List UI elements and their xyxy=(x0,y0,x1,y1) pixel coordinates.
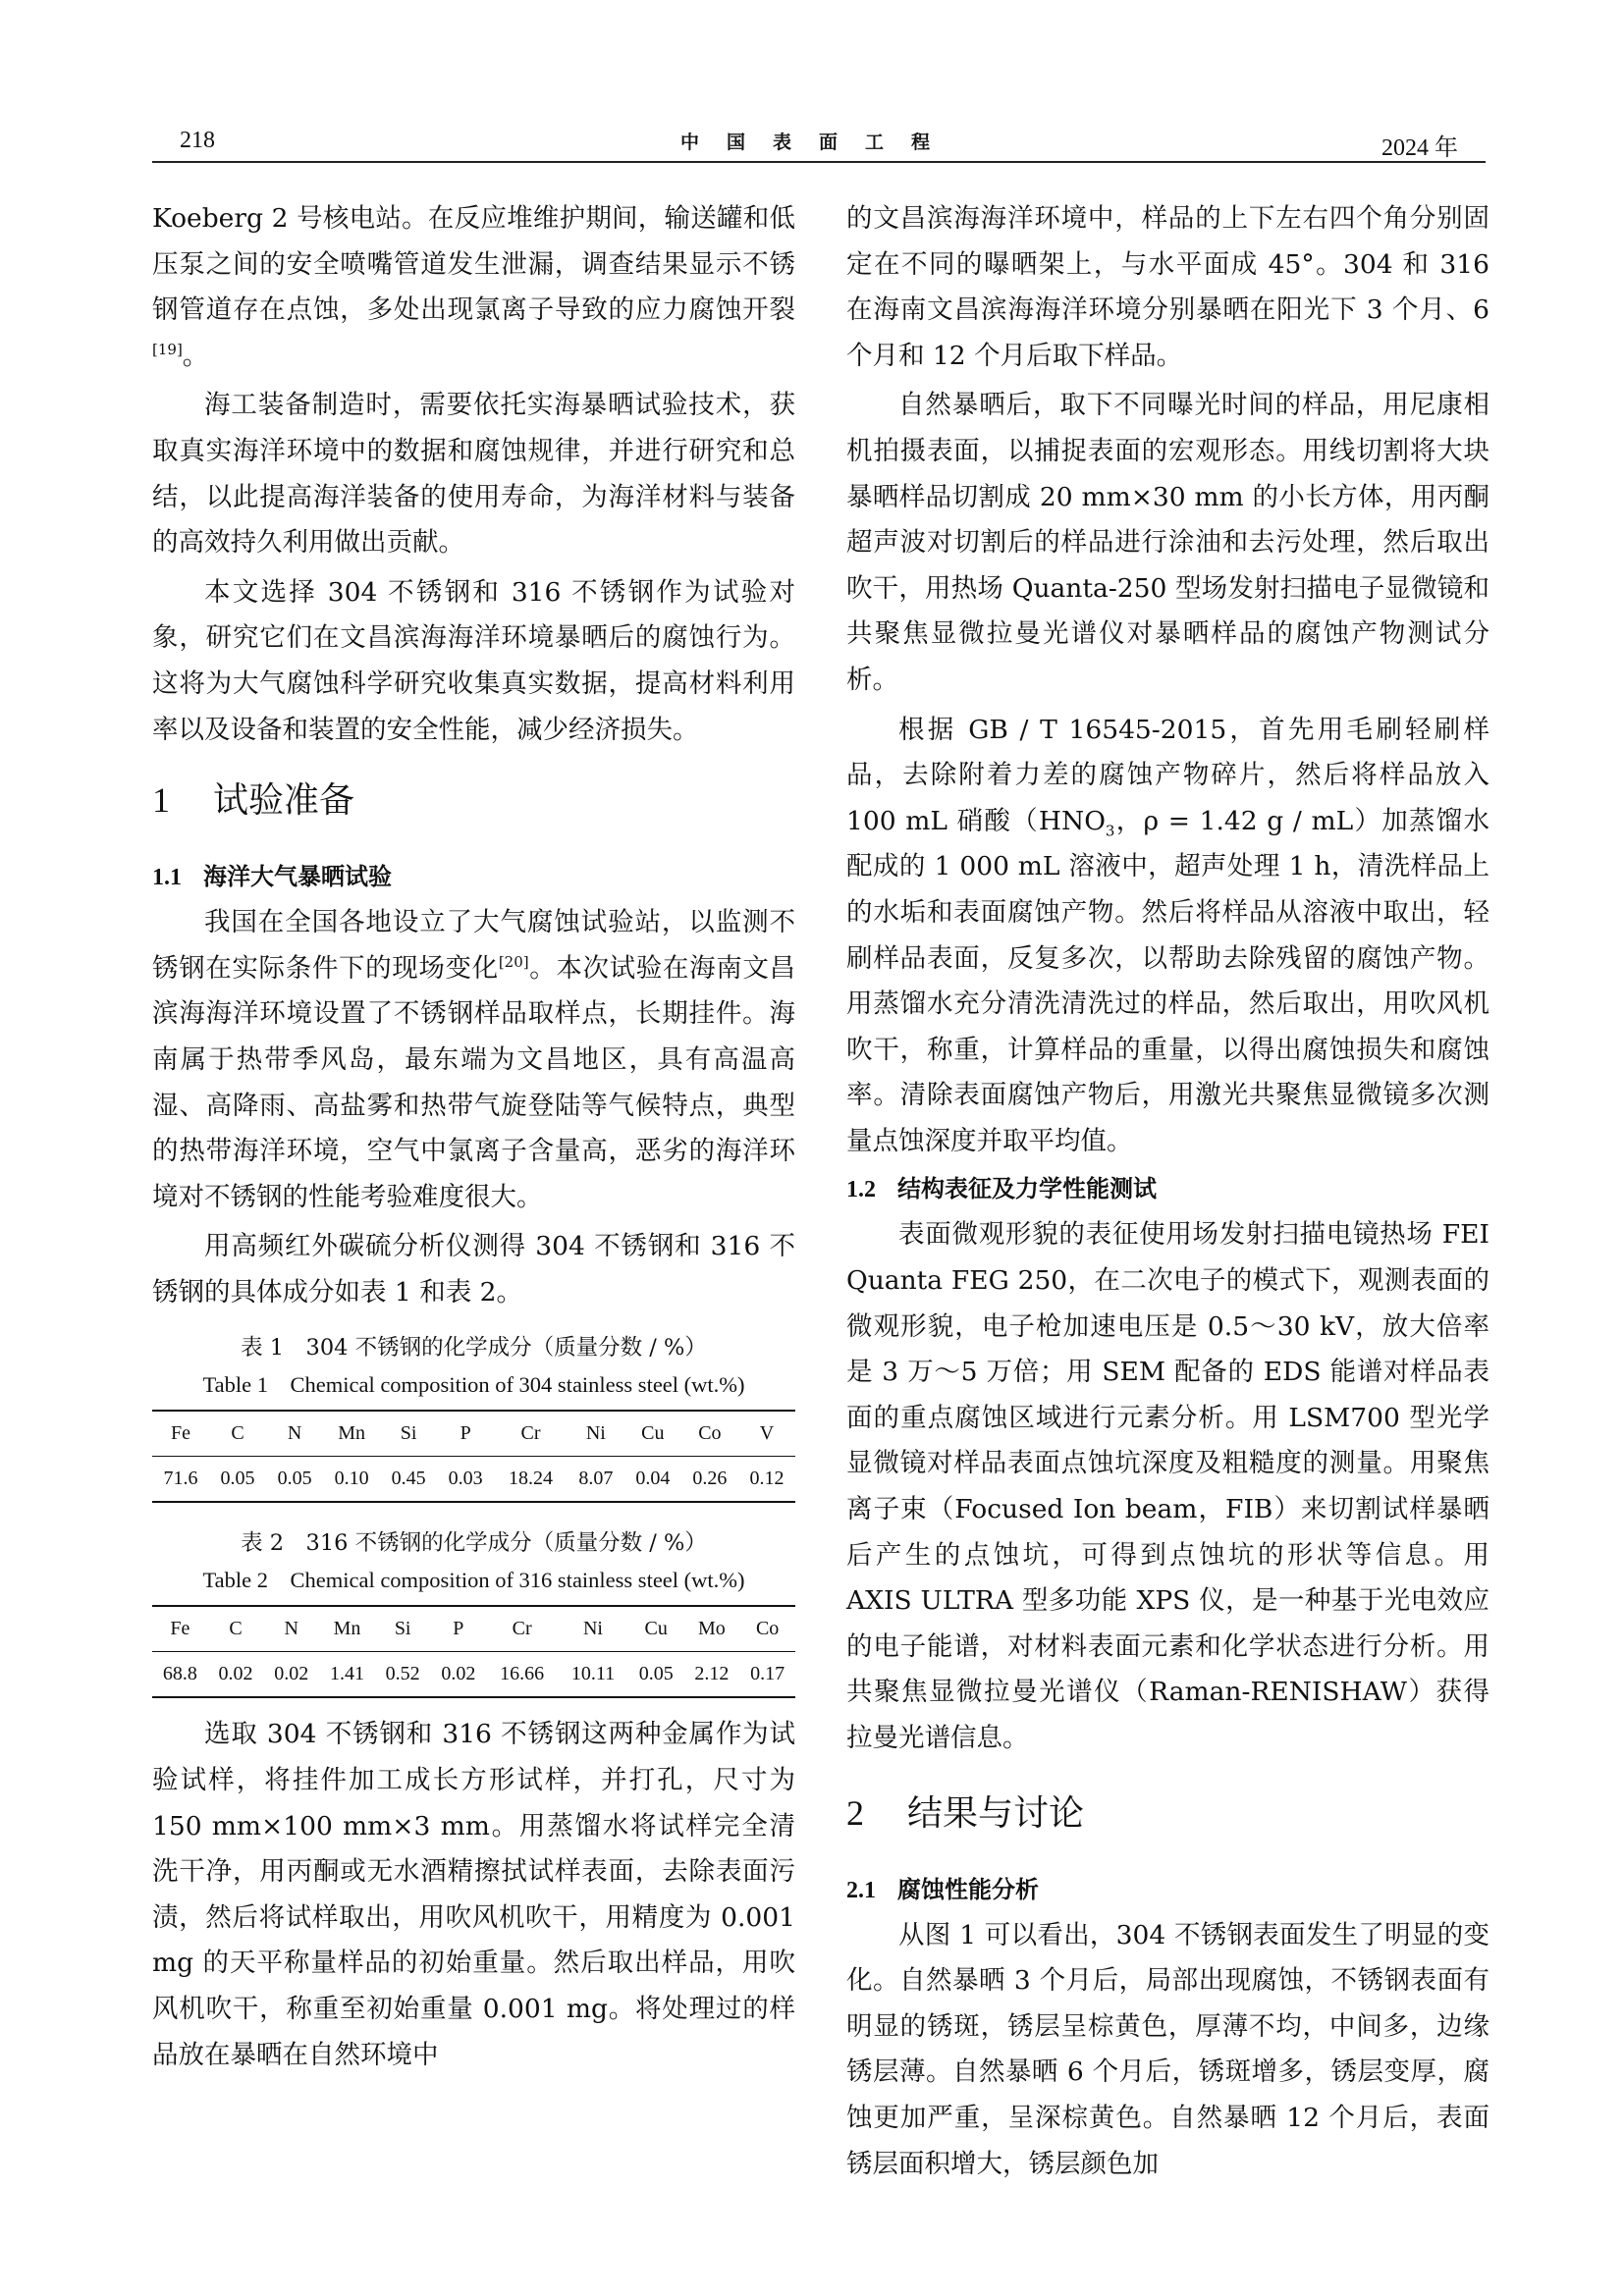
table-header: Cr xyxy=(494,1411,568,1457)
paragraph: 本文选择 304 不锈钢和 316 不锈钢作为试验对象，研究它们在文昌滨海海洋环境暴晒后的腐蚀行为。这将为大气腐蚀科学研究收集真实数据，提高材料利用率以及设备和装置的安全性能，减少经济损失。 xyxy=(152,576,795,745)
table-1 xyxy=(152,1329,795,1503)
paragraph: 的文昌滨海海洋环境中，样品的上下左右四个角分别固定在不同的曝晒架上，与水平面成 45°。304 和 316 在海南文昌滨海海洋环境分别暴晒在阳光下 3 个月、6 个月和 12 个月后取下样品。 xyxy=(846,203,1489,371)
table-header: Ni xyxy=(558,1606,628,1652)
table-header-row xyxy=(152,1606,795,1652)
table-header: P xyxy=(431,1606,487,1652)
table-header: Co xyxy=(739,1606,795,1652)
table-caption-en: Table 2 Chemical composition of 316 stainless steel (wt.%) xyxy=(202,1568,745,1593)
table-caption-en: Table 1 Chemical composition of 304 stainless steel (wt.%) xyxy=(202,1372,745,1398)
right-column xyxy=(846,196,1489,2187)
paragraph: 从图 1 可以看出，304 不锈钢表面发生了明显的变化。自然暴晒 3 个月后，局部出现腐蚀，不锈钢表面有明显的锈斑，锈层呈棕黄色，厚薄不均，中间多，边缘锈层薄。自然暴晒 6 个月后，锈斑增多，锈层变厚，腐蚀更加严重，呈深棕黄色。自然暴晒 12 个月后，表面锈层面积增大，锈层颜色加 xyxy=(846,1919,1489,2179)
table-cell: 8.07 xyxy=(578,1468,614,1490)
publication-year: 2024 年 xyxy=(1381,135,1458,161)
table-row xyxy=(152,1457,795,1503)
table-cell: 18.24 xyxy=(508,1468,553,1490)
section-heading: 2 结果与讨论 xyxy=(846,1792,1085,1834)
table-header: C xyxy=(209,1411,266,1457)
table-cell: 0.10 xyxy=(334,1468,369,1490)
paragraph: 我国在全国各地设立了大气腐蚀试验站，以监测不锈钢在实际条件下的现场变化[20]。本次试验在海南文昌滨海海洋环境设置了不锈钢样品取样点，长期挂件。海南属于热带季风岛，最东端为文昌地区，具有高温高湿、高降雨、高盐雾和热带气旋登陆等气候特点，典型的热带海洋环境，空气中氯离子含量高，恶劣的海洋环境对不锈钢的性能考验难度很大。 xyxy=(152,907,796,1212)
table-cell: 0.05 xyxy=(277,1468,312,1490)
table-2 xyxy=(152,1524,795,1698)
table-header: P xyxy=(437,1411,494,1457)
citation[interactable]: [19] xyxy=(152,340,183,358)
table-cell: 2.12 xyxy=(694,1663,730,1685)
table-cell: 0.02 xyxy=(441,1663,476,1685)
table-header-row xyxy=(152,1411,795,1457)
table-cell: 0.45 xyxy=(391,1468,426,1490)
table-cell: 0.05 xyxy=(638,1663,674,1685)
table-cell: 0.17 xyxy=(750,1663,785,1685)
table-cell: 0.02 xyxy=(218,1663,253,1685)
table-header: Co xyxy=(681,1411,738,1457)
section-heading: 1 试验准备 xyxy=(152,780,355,822)
table-header: Mo xyxy=(684,1606,740,1652)
table-header: V xyxy=(738,1411,795,1457)
table-cell: 0.04 xyxy=(635,1468,671,1490)
table-cell: 10.11 xyxy=(570,1663,616,1685)
table-caption-cn: 表 2 316 不锈钢的化学成分（质量分数 / %） xyxy=(241,1530,707,1557)
table-cell: 0.03 xyxy=(448,1468,483,1490)
table-cell: 71.6 xyxy=(163,1468,198,1490)
table-cell: 0.05 xyxy=(220,1468,255,1490)
table-cell: 68.8 xyxy=(162,1663,197,1685)
table-header: Fe xyxy=(152,1411,209,1457)
table-header: N xyxy=(266,1411,323,1457)
table-row xyxy=(152,1652,795,1698)
paragraph: 海工装备制造时，需要依托实海暴晒试验技术，获取真实海洋环境中的数据和腐蚀规律，并进行研究和总结，以此提高海洋装备的使用寿命，为海洋材料与装备的高效持久利用做出贡献。 xyxy=(152,390,795,559)
table-header: Cr xyxy=(486,1606,558,1652)
table-header: Cu xyxy=(624,1411,681,1457)
paragraph: 表面微观形貌的表征使用场发射扫描电镜热场 FEI Quanta FEG 250，在二次电子的模式下，观测表面的微观形貌，电子枪加速电压是 0.5～30 kV，放大倍率是 3 万～5 万倍；用 SEM 配备的 EDS 能谱对样品表面的重点腐蚀区域进行元素分析。用 LSM700 型光学显微镜对样品表面点蚀坑深度及粗糙度的测量。用聚焦离子束（Focused Ion beam，FIB）来切割试样暴晒后产生的点蚀坑，可得到点蚀坑的形状等信息。用 AXIS ULTRA 型多功能 XPS 仪，是一种基于光电效应的电子能谱，对材料表面元素和化学状态进行分析。用共聚焦显微拉曼光谱仪（Raman-RENISHAW）获得拉曼光谱信息。 xyxy=(846,1219,1489,1753)
subsection-heading: 2.1 腐蚀性能分析 xyxy=(846,1874,1039,1903)
table-caption-cn: 表 1 304 不锈钢的化学成分（质量分数 / %） xyxy=(241,1335,707,1362)
table-cell: 1.41 xyxy=(329,1663,364,1685)
table-header: Mn xyxy=(323,1411,380,1457)
running-header xyxy=(152,122,1486,163)
citation[interactable]: [20] xyxy=(498,952,529,971)
table-cell: 0.02 xyxy=(274,1663,309,1685)
table-cell: 16.66 xyxy=(500,1663,545,1685)
table-header: C xyxy=(208,1606,264,1652)
subsection-heading: 1.1 海洋大气暴晒试验 xyxy=(152,862,392,891)
table-header: Fe xyxy=(152,1606,208,1652)
table-header: N xyxy=(263,1606,319,1652)
paragraph: 根据 GB / T 16545-2015，首先用毛刷轻刷样品，去除附着力差的腐蚀产物碎片，然后将样品放入 100 mL 硝酸（$HNO_3$，ρ = 1.42 g / mL）加蒸馏水配成的 1 000 mL 溶液中，超声处理 1 h，清洗样品上的水垢和表面腐蚀产物。然后将样品从溶液中取出，轻刷样品表面，反复多次，以帮助去除残留的腐蚀产物。用蒸馏水充分清洗清洗过的样品，然后取出，用吹风机吹干，称重，计算样品的重量，以得出腐蚀损失和腐蚀率。清除表面腐蚀产物后，用激光共聚焦显微镜多次测量点蚀深度并取平均值。 xyxy=(846,714,1489,1156)
paragraph: Koeberg 2 号核电站。在反应堆维护期间，输送罐和低压泵之间的安全喷嘴管道发生泄漏，调查结果显示不锈钢管道存在点蚀，多处出现氯离子导致的应力腐蚀开裂[19]。 xyxy=(152,203,795,371)
page-number: 218 xyxy=(180,128,215,153)
paragraph: 自然暴晒后，取下不同曝光时间的样品，用尼康相机拍摄表面，以捕捉表面的宏观形态。用线切割将大块暴晒样品切割成 20 mm×30 mm 的小长方体，用丙酮超声波对切割后的样品进行涂油和去污处理，然后取出吹干，用热场 Quanta-250 型场发射扫描电子显微镜和共聚焦显微拉曼光谱仪对暴晒样品的腐蚀产物测试分析。 xyxy=(846,390,1489,695)
subsection-heading: 1.2 结构表征及力学性能测试 xyxy=(846,1174,1157,1203)
journal-title: 中国表面工程 xyxy=(679,133,957,153)
table-cell: 0.26 xyxy=(692,1468,728,1490)
table-cell: 0.12 xyxy=(749,1468,785,1490)
table-header: Ni xyxy=(568,1411,624,1457)
table-header: Si xyxy=(375,1606,431,1652)
paragraph: 用高频红外碳硫分析仪测得 304 不锈钢和 316 不锈钢的具体成分如表 1 和表 2。 xyxy=(152,1231,795,1308)
table-cell: 0.52 xyxy=(385,1663,420,1685)
left-column xyxy=(152,196,795,2078)
paragraph: 选取 304 不锈钢和 316 不锈钢这两种金属作为试验试样，将挂件加工成长方形试样，并打孔，尺寸为 150 mm×100 mm×3 mm。用蒸馏水将试样完全清洗干净，用丙酮或无水酒精擦拭试样表面，去除表面污渍，然后将试样取出，用吹风机吹干，用精度为 0.001 mg 的天平称量样品的初始重量。然后取出样品，用吹风机吹干，称重至初始重量 0.001 mg。将处理过的样品放在暴晒在自然环境中 xyxy=(152,1719,795,2070)
table-header: Si xyxy=(380,1411,437,1457)
composition-table xyxy=(152,1605,795,1698)
table-header: Mn xyxy=(319,1606,375,1652)
composition-table xyxy=(152,1410,795,1503)
table-header: Cu xyxy=(628,1606,684,1652)
